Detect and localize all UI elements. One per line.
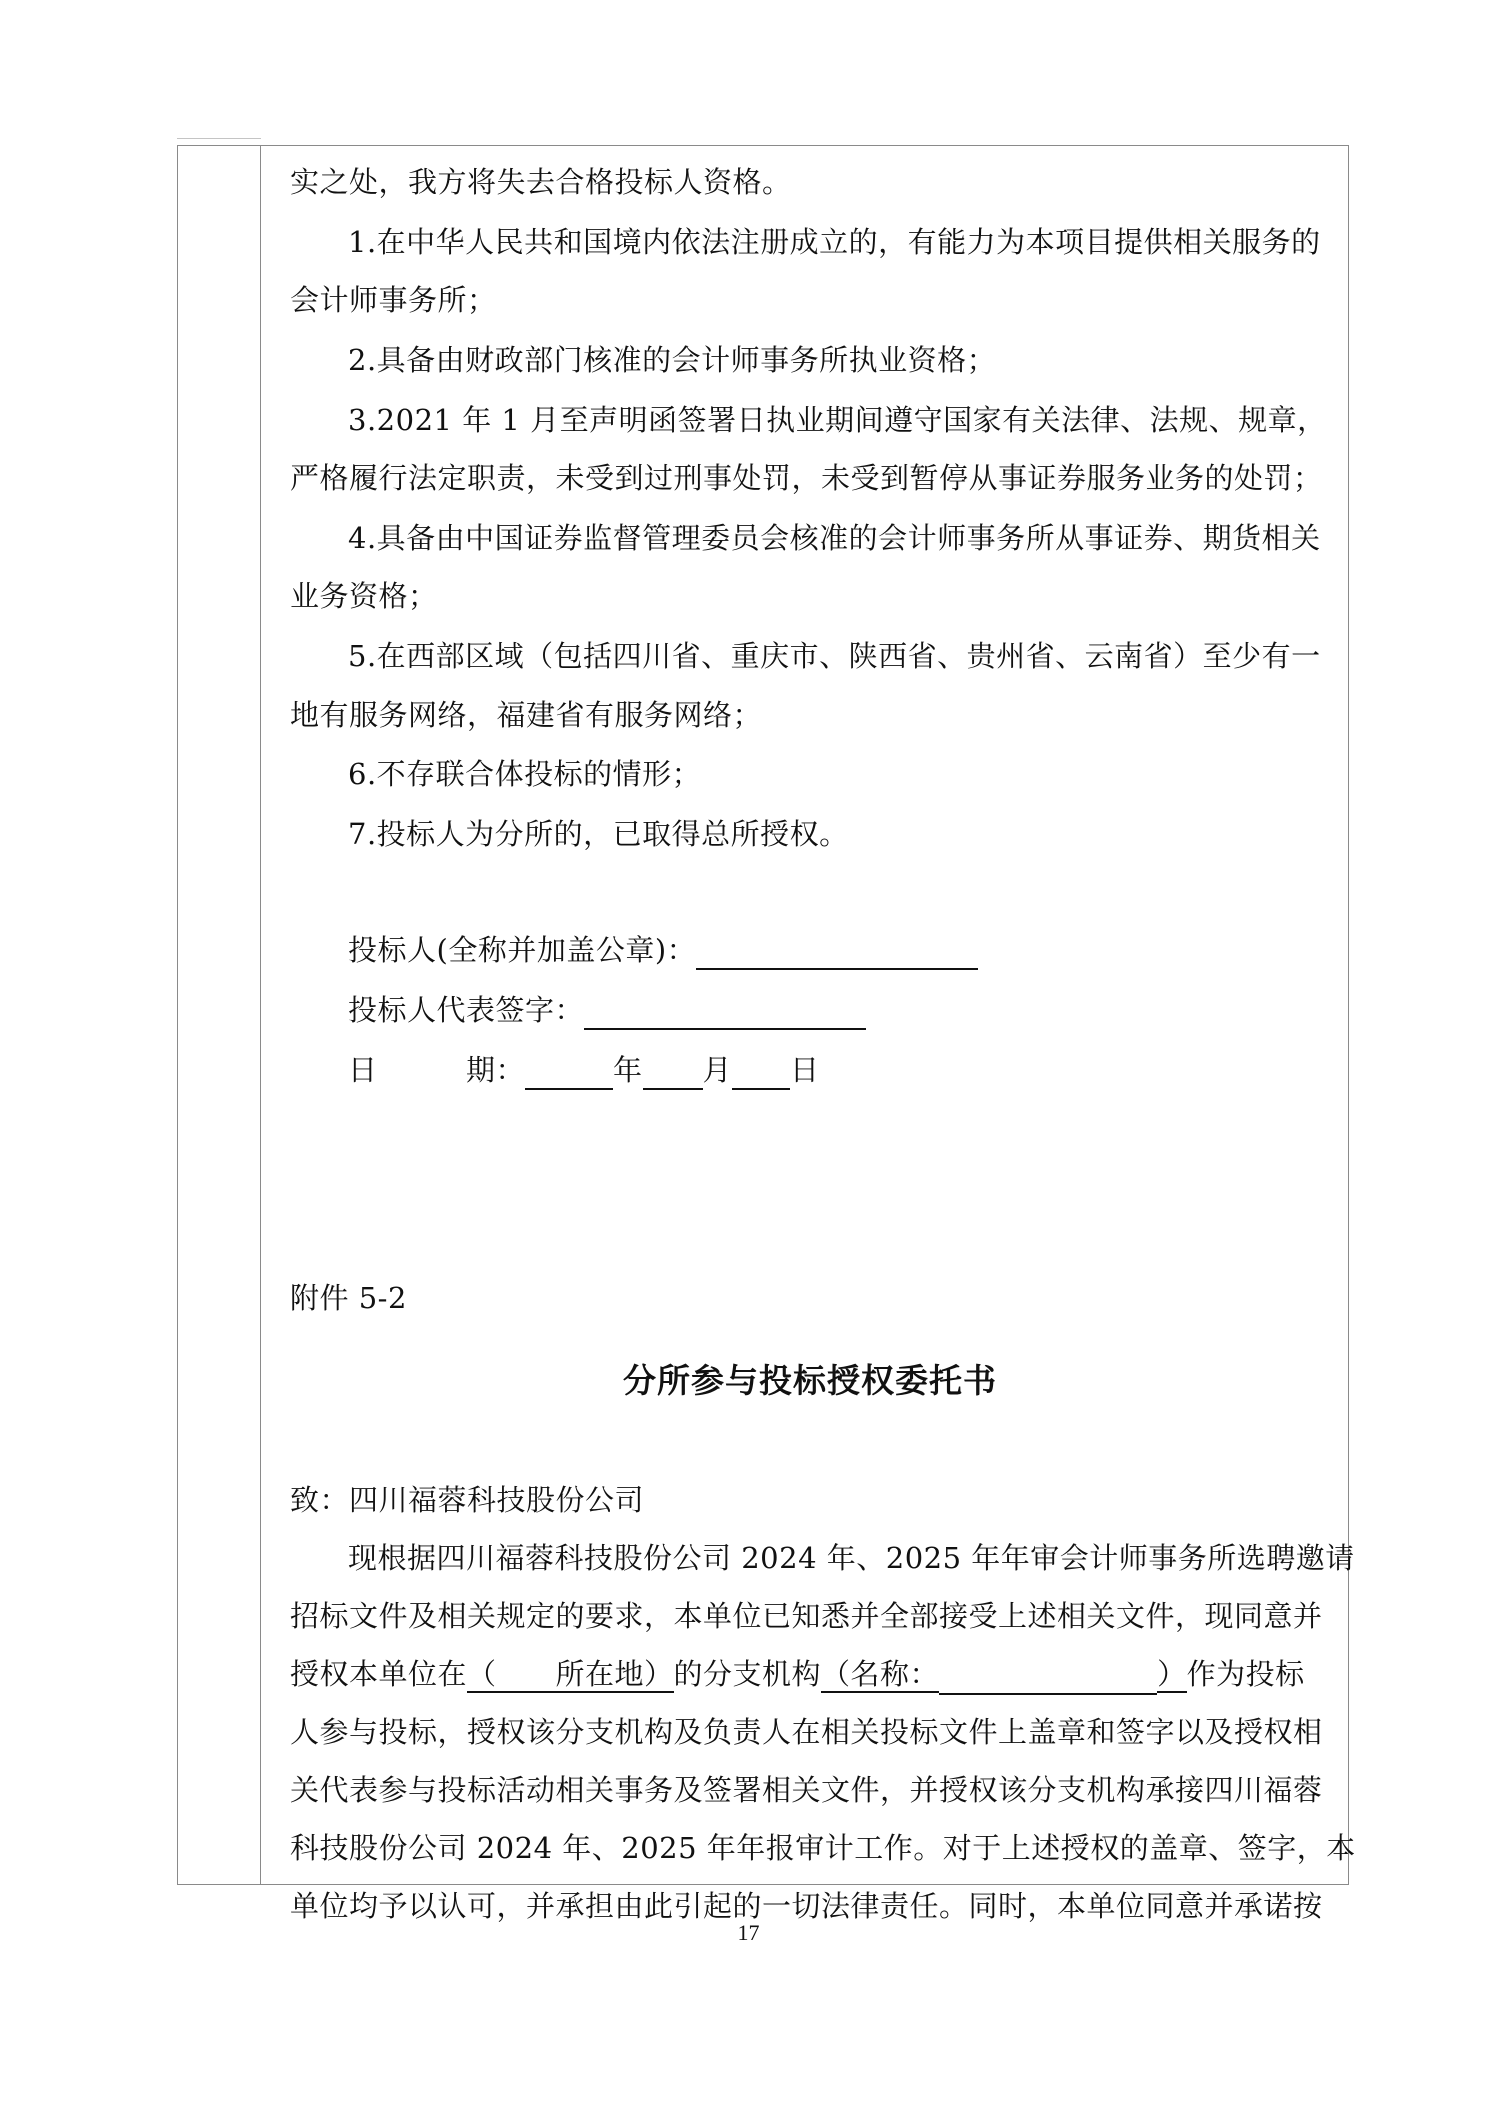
- attachment-label: 附件 5-2: [290, 1281, 407, 1315]
- body-line-4: 人参与投标，授权该分支机构及负责人在相关投标文件上盖章和签字以及授权相: [290, 1715, 1323, 1749]
- requirement-5-cont: 地有服务网络，福建省有服务网络；: [290, 698, 763, 732]
- requirement-4: 4.具备由中国证券监督管理委员会核准的会计师事务所从事证券、期货相关: [348, 521, 1321, 555]
- rep-blank[interactable]: [584, 998, 866, 1030]
- body-line-3-mid: 的分支机构: [673, 1657, 822, 1691]
- paragraph-line: 实之处，我方将失去合格投标人资格。: [290, 165, 792, 199]
- body-line-7: 单位均予以认可，并承担由此引起的一切法律责任。同时，本单位同意并承诺按: [290, 1889, 1323, 1923]
- date-row: [348, 1050, 820, 1090]
- page-number: 17: [737, 1920, 760, 1945]
- requirement-3-cont: 严格履行法定职责，未受到过刑事处罚，未受到暂停从事证券服务业务的处罚；: [290, 461, 1323, 495]
- month-blank[interactable]: [643, 1058, 703, 1090]
- requirement-5: 5.在西部区域（包括四川省、重庆市、陕西省、贵州省、云南省）至少有一: [348, 639, 1321, 673]
- bidder-blank[interactable]: [696, 938, 978, 970]
- body-line-5: 关代表参与投标活动相关事务及签署相关文件，并授权该分支机构承接四川福蓉: [290, 1773, 1323, 1807]
- body-line-3-start: 授权本单位在: [290, 1657, 468, 1691]
- table-column-divider: [260, 145, 261, 1885]
- year-blank[interactable]: [525, 1058, 613, 1090]
- rep-label: 投标人代表签字：: [348, 993, 585, 1027]
- day-label: 日: [790, 1053, 820, 1087]
- body-line-3: [290, 1654, 1305, 1695]
- branch-name-label: （名称：: [821, 1657, 940, 1691]
- branch-name-close: ）: [1157, 1657, 1187, 1691]
- body-line-1: 现根据四川福蓉科技股份公司 2024 年、2025 年年审会计师事务所选聘邀请: [348, 1541, 1355, 1575]
- requirement-4-cont: 业务资格；: [290, 579, 438, 613]
- requirement-2: 2.具备由财政部门核准的会计师事务所执业资格；: [348, 343, 997, 377]
- month-label: 月: [702, 1053, 733, 1087]
- requirement-1-cont: 会计师事务所；: [290, 283, 497, 317]
- requirement-6: 6.不存联合体投标的情形；: [348, 757, 702, 791]
- recipient-line: 致：四川福蓉科技股份公司: [290, 1483, 645, 1517]
- body-line-6: 科技股份公司 2024 年、2025 年年报审计工作。对于上述授权的盖章、签字，本: [290, 1831, 1356, 1865]
- location-field[interactable]: （ 所在地）: [467, 1657, 674, 1691]
- requirement-3: 3.2021 年 1 月至声明函签署日执业期间遵守国家有关法律、法规、规章，: [348, 403, 1327, 437]
- year-label: 年: [613, 1053, 643, 1087]
- rep-signature-row: [348, 990, 866, 1030]
- day-blank[interactable]: [732, 1058, 790, 1090]
- bidder-signature-row: [348, 930, 978, 970]
- bidder-label: 投标人(全称并加盖公章)：: [348, 933, 697, 967]
- body-line-2: 招标文件及相关规定的要求，本单位已知悉并全部接受上述相关文件，现同意并: [290, 1599, 1323, 1633]
- requirement-7: 7.投标人为分所的，已取得总所授权。: [348, 817, 849, 851]
- body-line-3-end: 作为投标: [1186, 1657, 1305, 1691]
- requirement-1: 1.在中华人民共和国境内依法注册成立的，有能力为本项目提供相关服务的: [348, 225, 1321, 259]
- page-title: 分所参与投标授权委托书: [623, 1361, 997, 1400]
- branch-name-field[interactable]: [939, 1663, 1157, 1695]
- date-label: 日 期：: [348, 1053, 526, 1087]
